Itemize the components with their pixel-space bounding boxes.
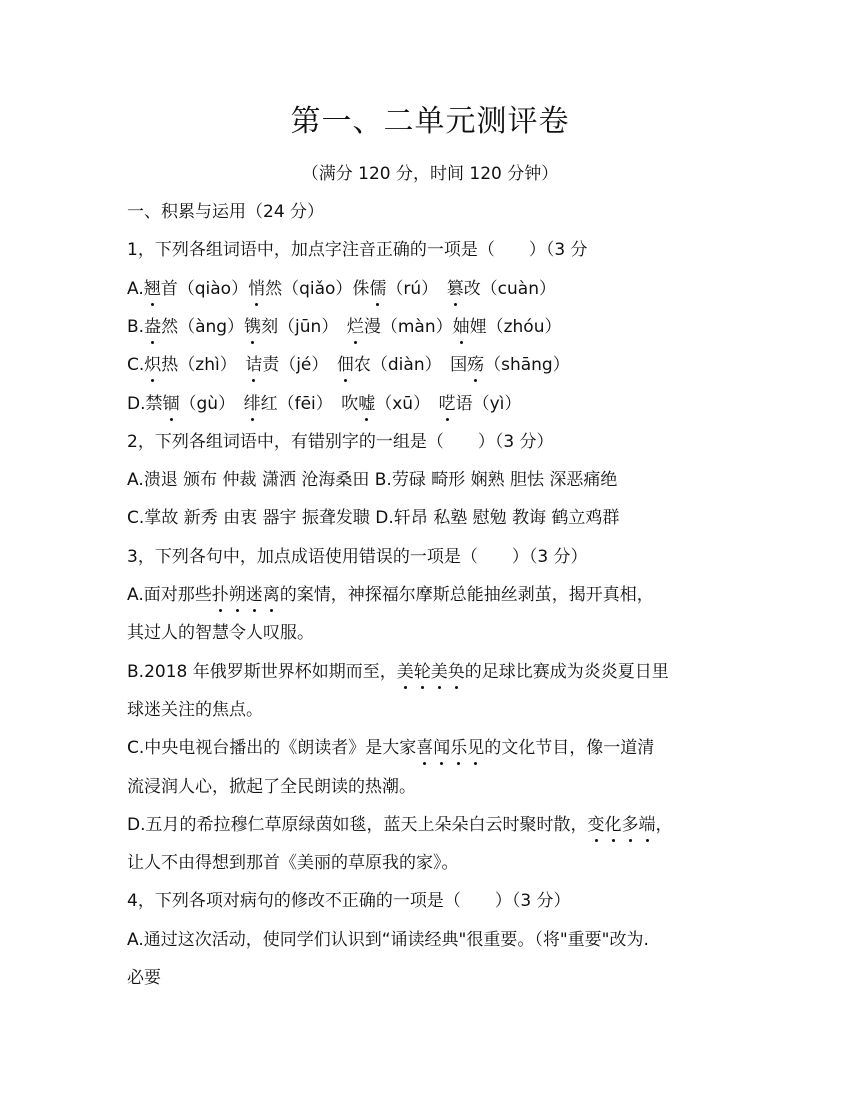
dotted-char: 乐 [450, 734, 467, 762]
emphasis-dotted-text [144, 279, 161, 299]
emphasis-dotted-text [439, 394, 456, 414]
dotted-char: 烂 [347, 313, 364, 341]
text-segment: 让人不由得想到那首《美丽的草原我的家》。 [127, 853, 459, 874]
text-segment: 的文化节目，像一道清 [484, 738, 655, 759]
emphasis-dotted-text [588, 815, 656, 835]
text-line [127, 773, 416, 801]
text-segment: A. [127, 278, 144, 299]
text-segment: 首（qiào） [160, 278, 249, 299]
text-segment: 的足球比赛成为炎炎夏日里 [464, 661, 669, 682]
text-line [127, 351, 570, 379]
text-segment: （rú） [386, 278, 447, 299]
text-line [127, 926, 649, 954]
dotted-char: 端 [639, 811, 656, 839]
text-segment: C. [127, 355, 145, 376]
text-segment: 娌（zhóu） [469, 316, 562, 337]
emphasis-dotted-text [337, 355, 354, 375]
text-line [127, 887, 571, 915]
text-line [127, 466, 617, 494]
text-segment: 然（àng） [161, 316, 245, 337]
text-segment: 3，下列各句中，加点成语使用错误的一项是（ ）（3 分） [127, 546, 588, 567]
text-segment: A.溃退 颁布 仲裁 潇洒 沧海桑田 B.劳碌 畸形 娴熟 胆怯 深恶痛绝 [127, 470, 618, 491]
dotted-char: 美 [397, 658, 414, 686]
text-line [127, 504, 619, 532]
exam-title: 第一、二单元测评卷 [290, 104, 570, 139]
text-segment: 流浸润人心，掀起了全民朗读的热潮。 [127, 776, 416, 797]
dotted-char: 多 [622, 811, 639, 839]
dotted-char: 轮 [414, 658, 431, 686]
text-segment: B. [127, 316, 145, 337]
dotted-char: 朔 [229, 581, 246, 609]
text-segment: B.2018 年俄罗斯世界杯如期而至， [127, 661, 397, 682]
dotted-char: 闻 [433, 734, 450, 762]
text-segment: A.通过这次活动，使同学们认识到“诵读经典"很重要。（将"重要"改为. [127, 929, 649, 950]
text-line [127, 428, 554, 456]
emphasis-dotted-text [416, 738, 484, 758]
text-segment: 漫（màn） [363, 316, 453, 337]
emphasis-dotted-text [447, 279, 464, 299]
dotted-char: 喜 [416, 734, 433, 762]
text-line [127, 658, 669, 686]
dotted-char: 见 [467, 734, 484, 762]
emphasis-dotted-text [244, 317, 261, 337]
text-segment: 刻（jūn） [261, 316, 347, 337]
dotted-char: 盎 [144, 313, 161, 341]
text-line [127, 964, 161, 992]
emphasis-dotted-text [397, 662, 465, 682]
text-segment: C.中央电视台播出的《朗读者》是大家 [127, 738, 417, 759]
dotted-char: 呓 [439, 390, 456, 418]
dotted-char: 儒 [369, 275, 386, 303]
text-segment: D.五月的希拉穆仁草原绿茵如毯，蓝天上朵朵白云时聚时散， [127, 814, 588, 835]
text-segment: （shāng） [484, 355, 570, 376]
dotted-char: 妯 [453, 313, 470, 341]
text-line [127, 581, 654, 609]
emphasis-dotted-text [163, 394, 180, 414]
emphasis-dotted-text [144, 355, 161, 375]
emphasis-dotted-text [369, 279, 386, 299]
emphasis-dotted-text [244, 394, 261, 414]
emphasis-dotted-text [358, 394, 375, 414]
text-segment: 4，下列各项对病句的修改不正确的一项是（ ）（3 分） [127, 891, 571, 912]
dotted-char: 诘 [245, 351, 262, 379]
text-segment: 1，下列各组词语中，加点字注音正确的一项是（ ）（3 分 [127, 240, 588, 261]
dotted-char: 悄 [248, 275, 265, 303]
text-segment: 然（qiǎo）侏 [265, 278, 370, 299]
text-segment: 2，下列各组词语中，有错别字的一组是（ ）（3 分） [127, 431, 554, 452]
text-line [127, 543, 588, 571]
text-segment: 农（diàn） 国 [353, 355, 468, 376]
text-segment: （gù） [179, 393, 244, 414]
text-segment: C.掌故 新秀 由衷 器宇 振聋发聩 D.轩昂 私塾 慰勉 教诲 鹤立鸡群 [127, 508, 620, 529]
text-line [127, 696, 263, 724]
text-segment: ， [655, 814, 673, 835]
dotted-char: 殇 [467, 351, 484, 379]
dotted-char: 锢 [163, 390, 180, 418]
emphasis-dotted-text [347, 317, 364, 337]
dotted-char: 绯 [244, 390, 261, 418]
text-segment: 其过人的智慧令人叹服。 [127, 623, 314, 644]
text-segment: A.面对那些 [127, 585, 212, 605]
dotted-char: 扑 [212, 581, 229, 609]
text-segment: D.禁 [127, 393, 163, 414]
dotted-char: 篡 [447, 275, 464, 303]
text-segment: （xū） [375, 393, 439, 414]
dotted-char: 炽 [144, 351, 161, 379]
text-line [127, 198, 324, 226]
dotted-char: 翘 [144, 275, 161, 303]
emphasis-dotted-text [248, 279, 265, 299]
text-segment: 责（jé） [262, 355, 337, 376]
emphasis-dotted-text [467, 355, 484, 375]
text-segment: 语（yì） [455, 393, 522, 414]
dotted-char: 化 [605, 811, 622, 839]
exam-subtitle: （满分 120 分，时间 120 分钟） [301, 164, 559, 184]
text-segment: 红（fēi） 吹 [260, 393, 359, 414]
dotted-char: 美 [431, 658, 448, 686]
text-line [127, 619, 314, 647]
text-segment: 改（cuàn） [463, 278, 557, 299]
text-segment: 的案情，神探福尔摩斯总能抽丝剥茧，揭开真相， [279, 585, 654, 605]
text-segment: 一、积累与运用（24 分） [127, 202, 325, 222]
dotted-char: 奂 [448, 658, 465, 686]
text-segment: 必要 [127, 968, 161, 988]
dotted-char: 镌 [244, 313, 261, 341]
text-line [127, 390, 521, 418]
dotted-char: 嘘 [358, 390, 375, 418]
dotted-char: 佃 [337, 351, 354, 379]
text-line [127, 313, 561, 341]
dotted-char: 迷 [246, 581, 263, 609]
text-line [127, 811, 673, 839]
emphasis-dotted-text [245, 355, 262, 375]
text-line [127, 236, 588, 264]
dotted-char: 离 [263, 581, 280, 609]
emphasis-dotted-text [453, 317, 470, 337]
text-line [127, 734, 654, 762]
text-line [127, 275, 556, 303]
emphasis-dotted-text [212, 585, 280, 605]
text-segment: 球迷关注的焦点。 [127, 699, 263, 720]
emphasis-dotted-text [144, 317, 161, 337]
text-segment: 热（zhì） [161, 355, 246, 376]
dotted-char: 变 [588, 811, 605, 839]
text-line [127, 849, 459, 877]
